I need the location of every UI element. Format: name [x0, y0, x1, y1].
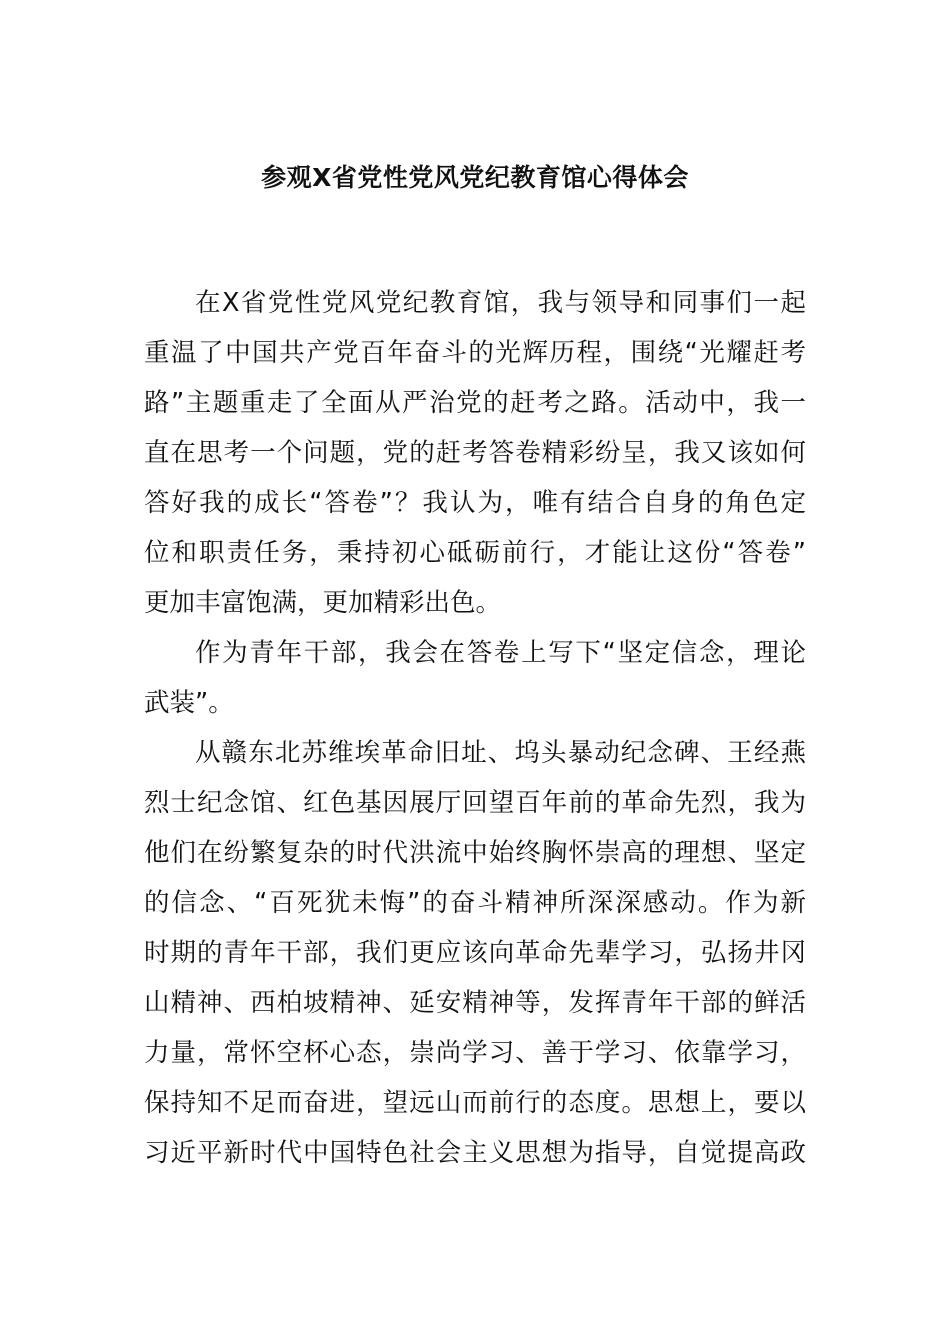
paragraph-line: 他们在纷繁复杂的时代洪流中始终胸怀崇高的理想、坚定 [144, 838, 806, 868]
paragraph-line: 力量，常怀空杯心态，崇尚学习、善于学习、依靠学习， [144, 1038, 806, 1068]
paragraph-line: 答好我的成长“答卷”？我认为，唯有结合自身的角色定 [144, 488, 806, 518]
paragraph-line: 习近平新时代中国特色社会主义思想为指导，自觉提高政 [144, 1138, 806, 1168]
paragraph-line: 烈士纪念馆、红色基因展厅回望百年前的革命先烈，我为 [144, 788, 806, 818]
document-body [144, 278, 806, 1178]
paragraph-line: 更加丰富饱满，更加精彩出色。 [144, 588, 502, 618]
paragraph-line: 作为青年干部，我会在答卷上写下“坚定信念，理论 [195, 638, 806, 668]
paragraph-line: 直在思考一个问题，党的赶考答卷精彩纷呈，我又该如何 [144, 438, 806, 468]
paragraph-line: 从赣东北苏维埃革命旧址、坞头暴动纪念碑、王经燕 [195, 738, 806, 768]
paragraph-line: 重温了中国共产党百年奋斗的光辉历程，围绕“光耀赶考 [144, 338, 806, 368]
paragraph-line: 山精神、西柏坡精神、延安精神等，发挥青年干部的鲜活 [144, 988, 806, 1018]
document-title: 参观X省党性党风党纪教育馆心得体会 [261, 163, 689, 192]
paragraph-line: 位和职责任务，秉持初心砥砺前行，才能让这份“答卷” [144, 538, 806, 568]
paragraph-line: 的信念、“百死犹未悔”的奋斗精神所深深感动。作为新 [144, 888, 806, 918]
paragraph-line: 在X省党性党风党纪教育馆，我与领导和同事们一起 [195, 288, 806, 318]
paragraph-line: 武装”。 [144, 688, 234, 718]
paragraph-line: 路”主题重走了全面从严治党的赶考之路。活动中，我一 [144, 388, 806, 418]
paragraph-line: 时期的青年干部，我们更应该向革命先辈学习，弘扬井冈 [144, 938, 806, 968]
paragraph-line: 保持知不足而奋进，望远山而前行的态度。思想上，要以 [144, 1088, 806, 1118]
